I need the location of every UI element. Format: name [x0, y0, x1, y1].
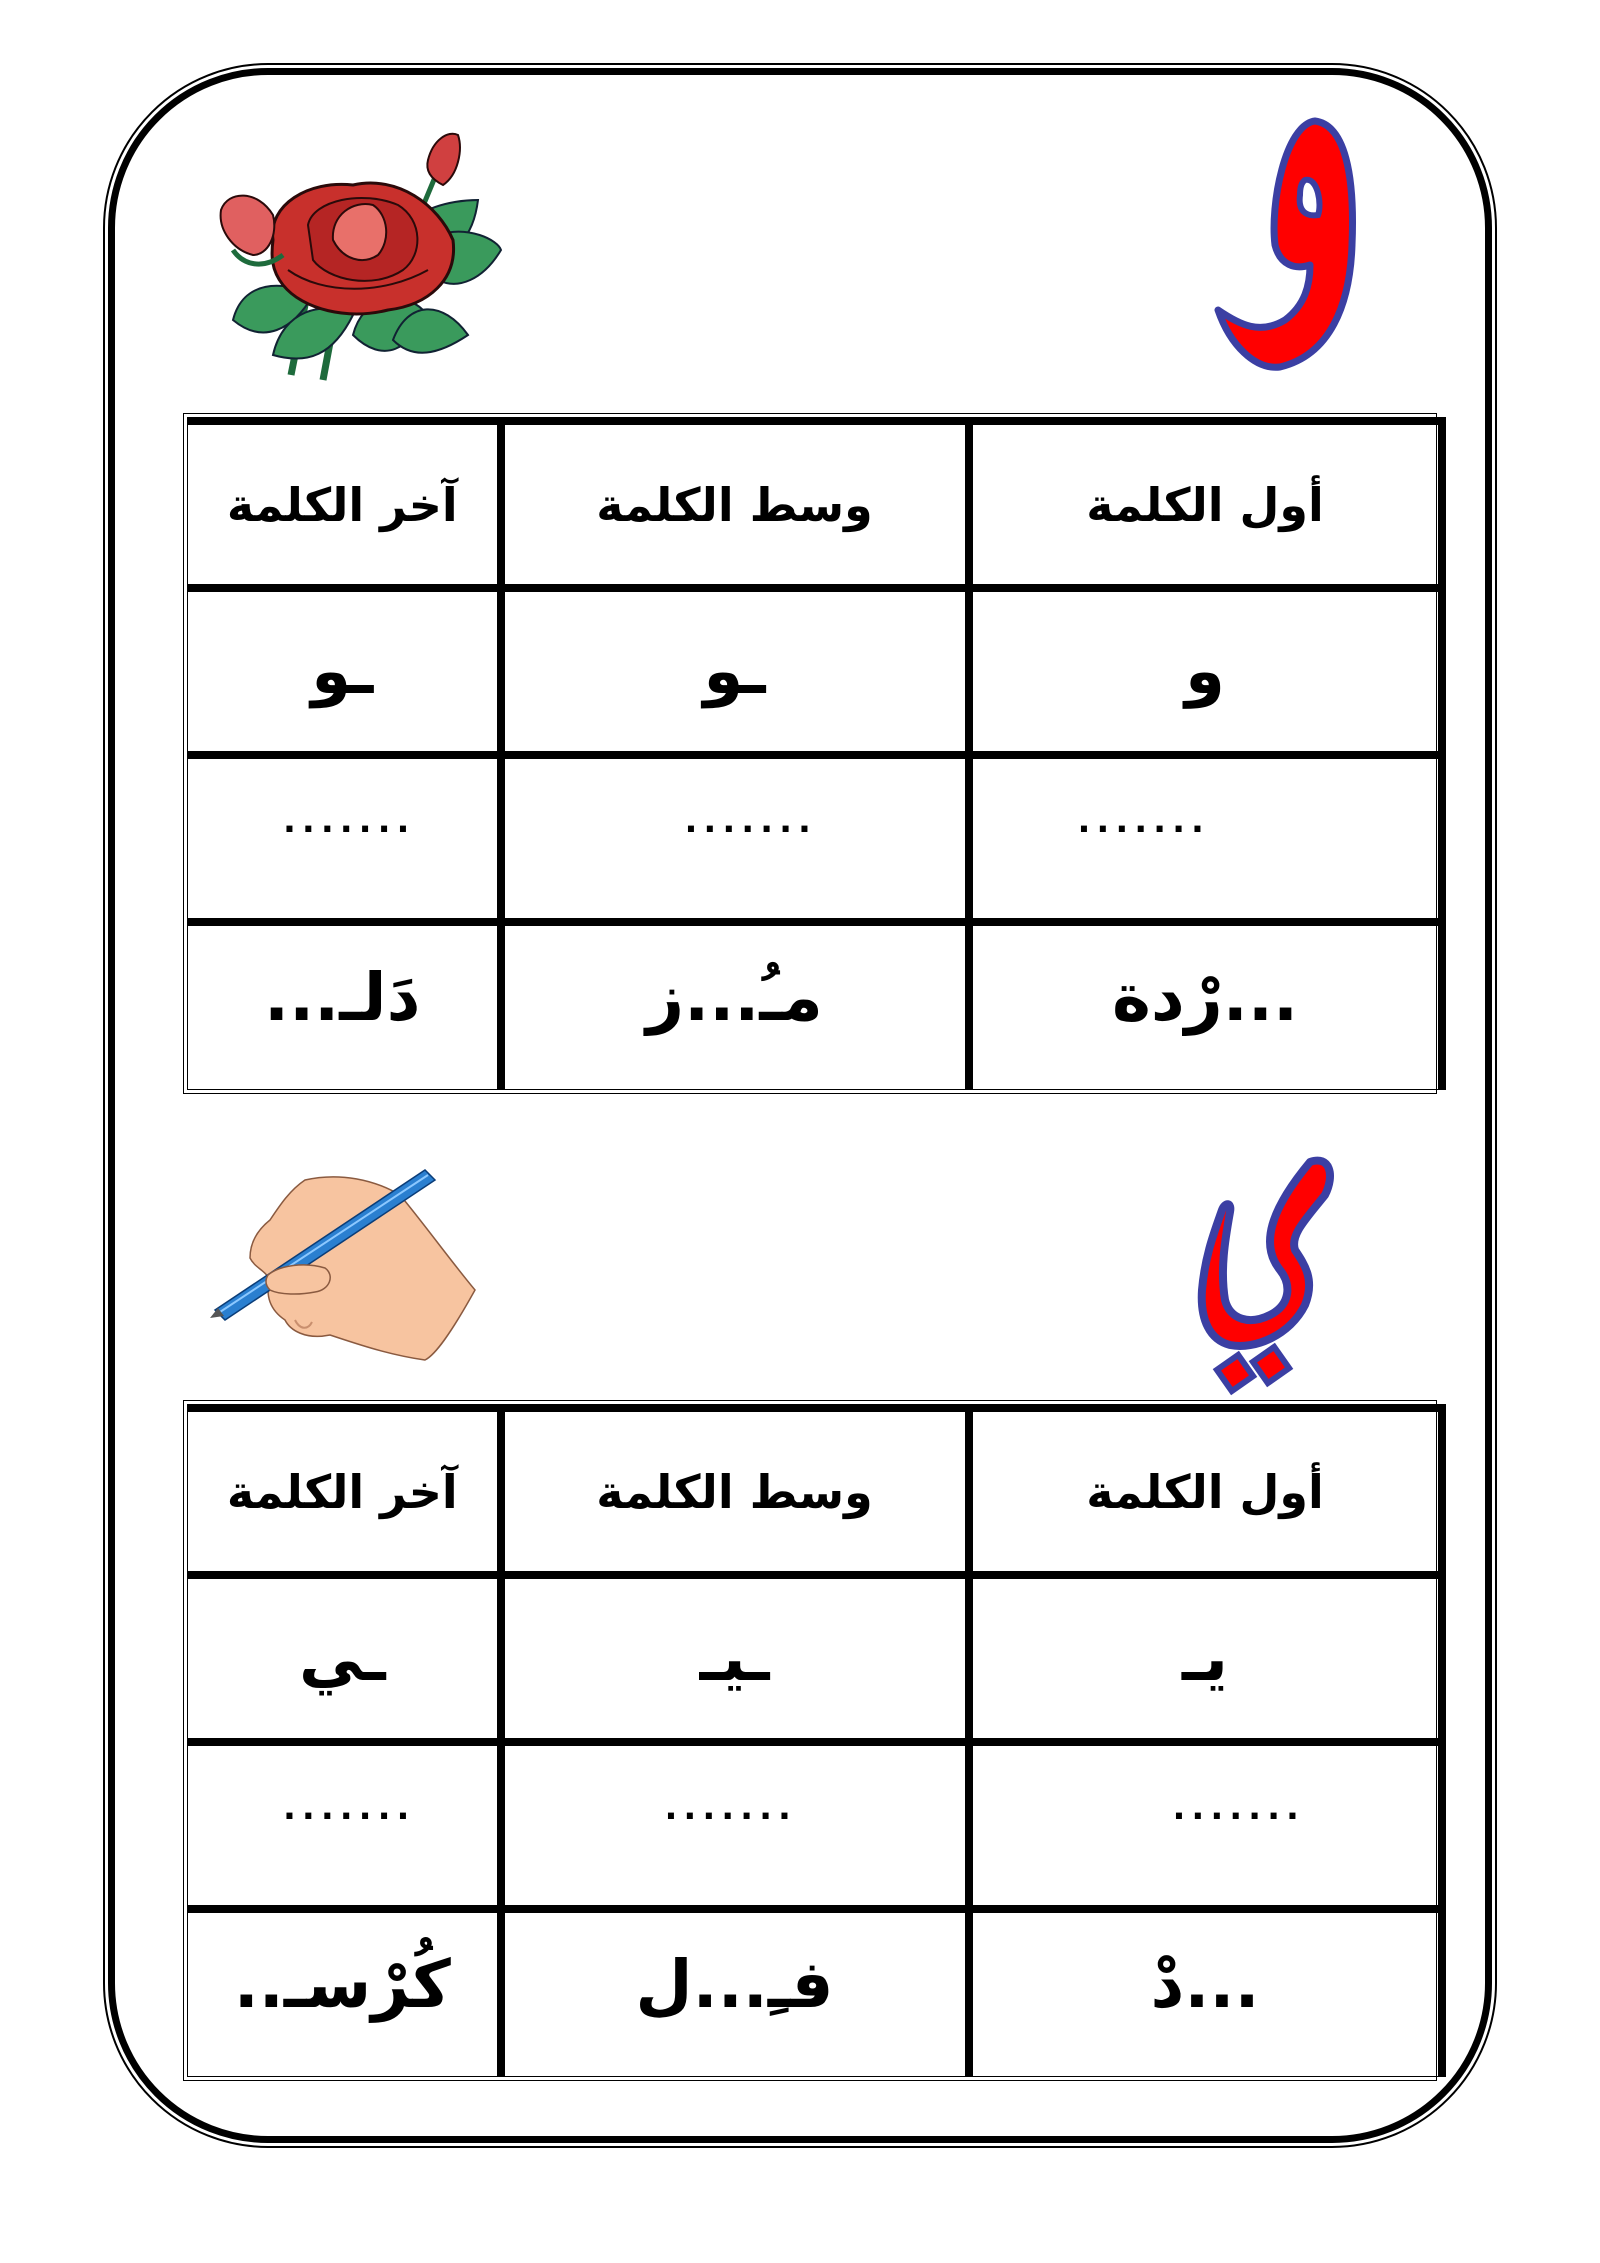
header-last-label: آخر الكلمة [226, 1464, 458, 1519]
word-first: ...رْدة [1111, 958, 1299, 1036]
letter-table-ya [183, 1400, 1437, 2081]
form-first: يـ [1182, 1621, 1228, 1696]
word-cell-last[interactable] [188, 922, 501, 1089]
rose-image [213, 130, 503, 385]
fill-word-row [188, 1909, 1442, 2076]
table-header-row [188, 1408, 1442, 1575]
header-last-label: آخر الكلمة [226, 477, 458, 532]
blank-first: ....... [1172, 1788, 1305, 1828]
letter-forms-row [188, 1575, 1442, 1742]
letter-waw-display [1210, 115, 1370, 375]
blank-cell-last[interactable] [188, 755, 501, 922]
letter-forms-row [188, 588, 1442, 755]
word-cell-last[interactable] [188, 1909, 501, 2076]
fill-word-row [188, 922, 1442, 1089]
header-cell-last [188, 1408, 501, 1575]
blank-cell-middle[interactable] [501, 1742, 969, 1909]
blank-middle: ....... [684, 801, 817, 841]
letter-ya-display [1190, 1140, 1350, 1405]
blank-cell-first[interactable] [969, 755, 1442, 922]
form-cell-first [969, 1575, 1442, 1742]
blank-writing-row [188, 1742, 1442, 1909]
form-last: ـو [311, 634, 374, 709]
header-first-label: أول الكلمة [1086, 477, 1324, 532]
header-first-label: أول الكلمة [1086, 1464, 1324, 1519]
header-cell-first [969, 1408, 1442, 1575]
blank-writing-row [188, 755, 1442, 922]
form-middle: ـيـ [699, 1621, 770, 1696]
blank-cell-middle[interactable] [501, 755, 969, 922]
header-middle-label: وسط الكلمة [596, 1464, 873, 1519]
form-first: و [1185, 634, 1225, 709]
blank-first: ....... [1077, 801, 1210, 841]
word-last: كُرْسـ.. [233, 1945, 451, 2023]
form-cell-first [969, 588, 1442, 755]
form-cell-last [188, 588, 501, 755]
word-cell-middle[interactable] [501, 922, 969, 1089]
letter-table-waw [183, 413, 1437, 1094]
form-cell-middle [501, 1575, 969, 1742]
header-cell-middle [501, 421, 969, 588]
word-cell-middle[interactable] [501, 1909, 969, 2076]
blank-last: ....... [283, 801, 416, 841]
blank-middle: ....... [664, 1788, 797, 1828]
form-last: ـي [298, 1621, 386, 1696]
form-middle: ـو [703, 634, 766, 709]
word-first: ...دْ [1150, 1945, 1260, 2023]
word-cell-first[interactable] [969, 922, 1442, 1089]
word-middle: مـُ...ز [646, 958, 823, 1036]
blank-last: ....... [283, 1788, 416, 1828]
table-header-row [188, 421, 1442, 588]
form-cell-last [188, 1575, 501, 1742]
blank-cell-first[interactable] [969, 1742, 1442, 1909]
word-middle: فـِ...ل [635, 1945, 834, 2023]
form-cell-middle [501, 588, 969, 755]
header-cell-last [188, 421, 501, 588]
word-last: دَلـ... [264, 958, 421, 1036]
header-middle-label: وسط الكلمة [596, 477, 873, 532]
header-cell-first [969, 421, 1442, 588]
word-cell-first[interactable] [969, 1909, 1442, 2076]
blank-cell-last[interactable] [188, 1742, 501, 1909]
hand-writing-with-pen-image [210, 1150, 485, 1375]
header-cell-middle [501, 1408, 969, 1575]
